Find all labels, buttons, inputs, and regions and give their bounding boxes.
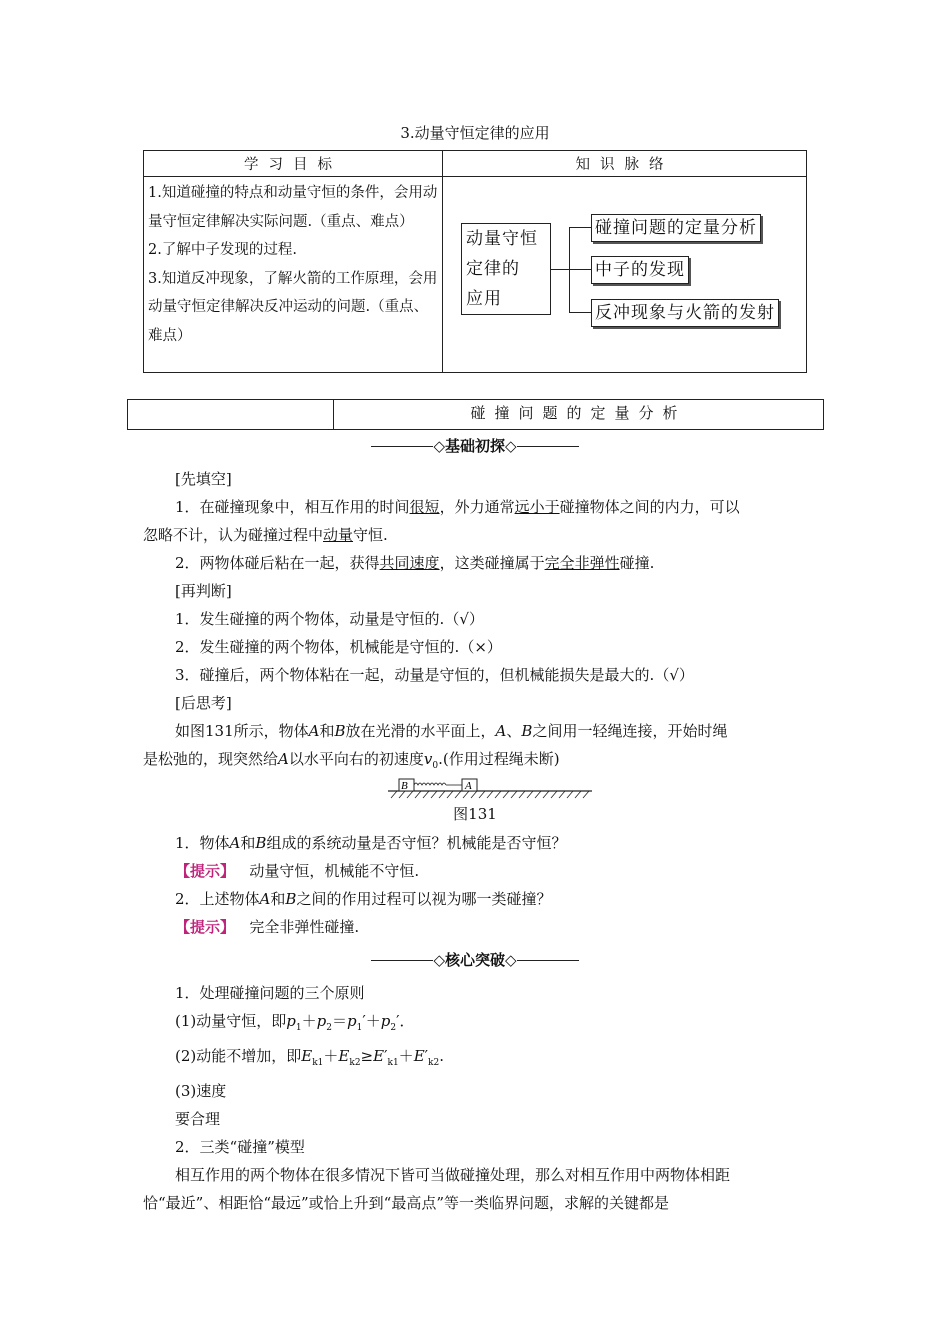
core-p2: (1)动量守恒，即$p_1+p_2=p_1'+p_2'$． bbox=[175, 1012, 415, 1033]
core-p3: (2)动能不增加，即$E_{k1}+E_{k2}\ge E'_{k1}+E'_{k2}$. bbox=[175, 1047, 445, 1068]
map-branch-recoil: 反冲现象与火箭的发射 bbox=[591, 299, 779, 327]
goal-2: 2.了解中子发现的过程. bbox=[148, 242, 297, 258]
think-para-cont: 是松弛的，现突然给A以水平向右的初速度$v_0$.(作用过程绳未断) bbox=[143, 750, 560, 771]
heading-rule-left bbox=[371, 446, 433, 447]
map-root-line-3: 应用 bbox=[466, 289, 502, 309]
hint-badge: 【提示】 bbox=[175, 862, 236, 880]
heading-rule-right bbox=[517, 960, 579, 961]
think-a2: 【提示】 完全非弹性碰撞. bbox=[175, 918, 360, 936]
goal-1: 1.知道碰撞的特点和动量守恒的条件，会用动量守恒定律解决实际问题.（重点、难点） bbox=[148, 185, 438, 230]
block-b-label: B bbox=[401, 780, 408, 792]
answer-blank: 动量 bbox=[323, 526, 354, 544]
judge-item-2: 2．发生碰撞的两个物体，机械能是守恒的.（×） bbox=[175, 638, 502, 656]
map-branch-collision: 碰撞问题的定量分析 bbox=[591, 214, 761, 242]
knowledge-map bbox=[443, 177, 806, 372]
goals-cell bbox=[144, 177, 443, 373]
heading-basic-text: ◇基础初探◇ bbox=[433, 437, 517, 455]
fill-blank-label: [先填空] bbox=[175, 470, 232, 488]
map-connector bbox=[550, 269, 569, 270]
heading-core bbox=[0, 949, 950, 970]
judge-label: [再判断] bbox=[175, 582, 232, 600]
section-bar bbox=[127, 399, 824, 430]
answer-blank: 远小于 bbox=[514, 498, 560, 516]
heading-core-text: ◇核心突破◇ bbox=[433, 951, 517, 969]
map-root-box bbox=[461, 223, 551, 315]
core-p4: (3)速度 bbox=[175, 1082, 227, 1100]
think-q1: 1．物体A和B组成的系统动量是否守恒？机械能是否守恒？ bbox=[175, 834, 567, 852]
think-a1: 【提示】 动量守恒，机械能不守恒. bbox=[175, 862, 420, 880]
heading-basic bbox=[0, 435, 950, 456]
section-title: 碰撞问题的定量分析 bbox=[470, 404, 687, 422]
judge-item-1: 1．发生碰撞的两个物体，动量是守恒的.（√） bbox=[175, 610, 484, 628]
rope bbox=[414, 783, 446, 785]
goals-header: 学习目标 bbox=[144, 151, 443, 177]
objectives-table bbox=[143, 150, 807, 373]
core-p6: 2．三类“碰撞”模型 bbox=[175, 1138, 305, 1156]
think-q2: 2．上述物体A和B之间的作用过程可以视为哪一类碰撞？ bbox=[175, 890, 552, 908]
page-title: 3.动量守恒定律的应用 bbox=[400, 124, 550, 142]
core-p7: 相互作用的两个物体在很多情况下皆可当做碰撞处理，那么对相互作用中两物体相距 bbox=[175, 1166, 731, 1184]
knowledge-map-cell bbox=[443, 177, 807, 373]
ground-hatching bbox=[391, 791, 589, 798]
core-p1: 1．处理碰撞问题的三个原则 bbox=[175, 984, 365, 1002]
map-branch-line-3 bbox=[569, 312, 591, 313]
heading-rule-right bbox=[517, 446, 579, 447]
core-p8: 恰“最近”、相距恰“最远”或恰上升到“最高点”等一类临界问题，求解的关键都是 bbox=[143, 1194, 670, 1212]
figure-caption: 图131 bbox=[453, 805, 497, 823]
think-questions bbox=[143, 829, 808, 941]
map-vertical-bracket bbox=[569, 227, 570, 313]
map-root-line-2: 定律的 bbox=[466, 259, 520, 279]
core-section bbox=[143, 979, 808, 1217]
judge-item-3: 3．碰撞后，两个物体粘在一起，动量是守恒的，但机械能损失是最大的.（√） bbox=[175, 666, 694, 684]
answer-blank: 完全非弹性 bbox=[544, 554, 620, 572]
map-header: 知识脉络 bbox=[443, 151, 807, 177]
hint-badge: 【提示】 bbox=[175, 918, 236, 936]
block-a-label: A bbox=[465, 780, 472, 792]
fill-blank-q1-cont: 忽略不计，认为碰撞过程中动量守恒. bbox=[143, 526, 388, 544]
figure-131 bbox=[385, 774, 595, 800]
map-branch-line-1 bbox=[569, 227, 591, 228]
map-root-line-1: 动量守恒 bbox=[466, 229, 538, 249]
answer-blank: 共同速度 bbox=[379, 554, 440, 572]
core-p5: 要合理 bbox=[175, 1110, 221, 1128]
fill-blank-q2: 2．两物体碰后粘在一起，获得共同速度，这类碰撞属于完全非弹性碰撞. bbox=[175, 554, 655, 572]
think-label: [后思考] bbox=[175, 694, 232, 712]
think-para: 如图131所示，物体A和B放在光滑的水平面上，A、B之间用一轻绳连接，开始时绳 bbox=[175, 722, 728, 740]
map-branch-neutron: 中子的发现 bbox=[591, 256, 689, 284]
map-branch-line-2 bbox=[569, 269, 591, 270]
goal-3: 3.知道反冲现象，了解火箭的工作原理，会用动量守恒定律解决反冲运动的问题.（重点、难点） bbox=[148, 270, 438, 344]
heading-rule-left bbox=[371, 960, 433, 961]
fill-blank-section bbox=[143, 465, 808, 780]
answer-blank: 很短 bbox=[409, 498, 440, 516]
fill-blank-q1: 1．在碰撞现象中，相互作用的时间很短，外力通常远小于碰撞物体之间的内力，可以 bbox=[175, 498, 740, 516]
